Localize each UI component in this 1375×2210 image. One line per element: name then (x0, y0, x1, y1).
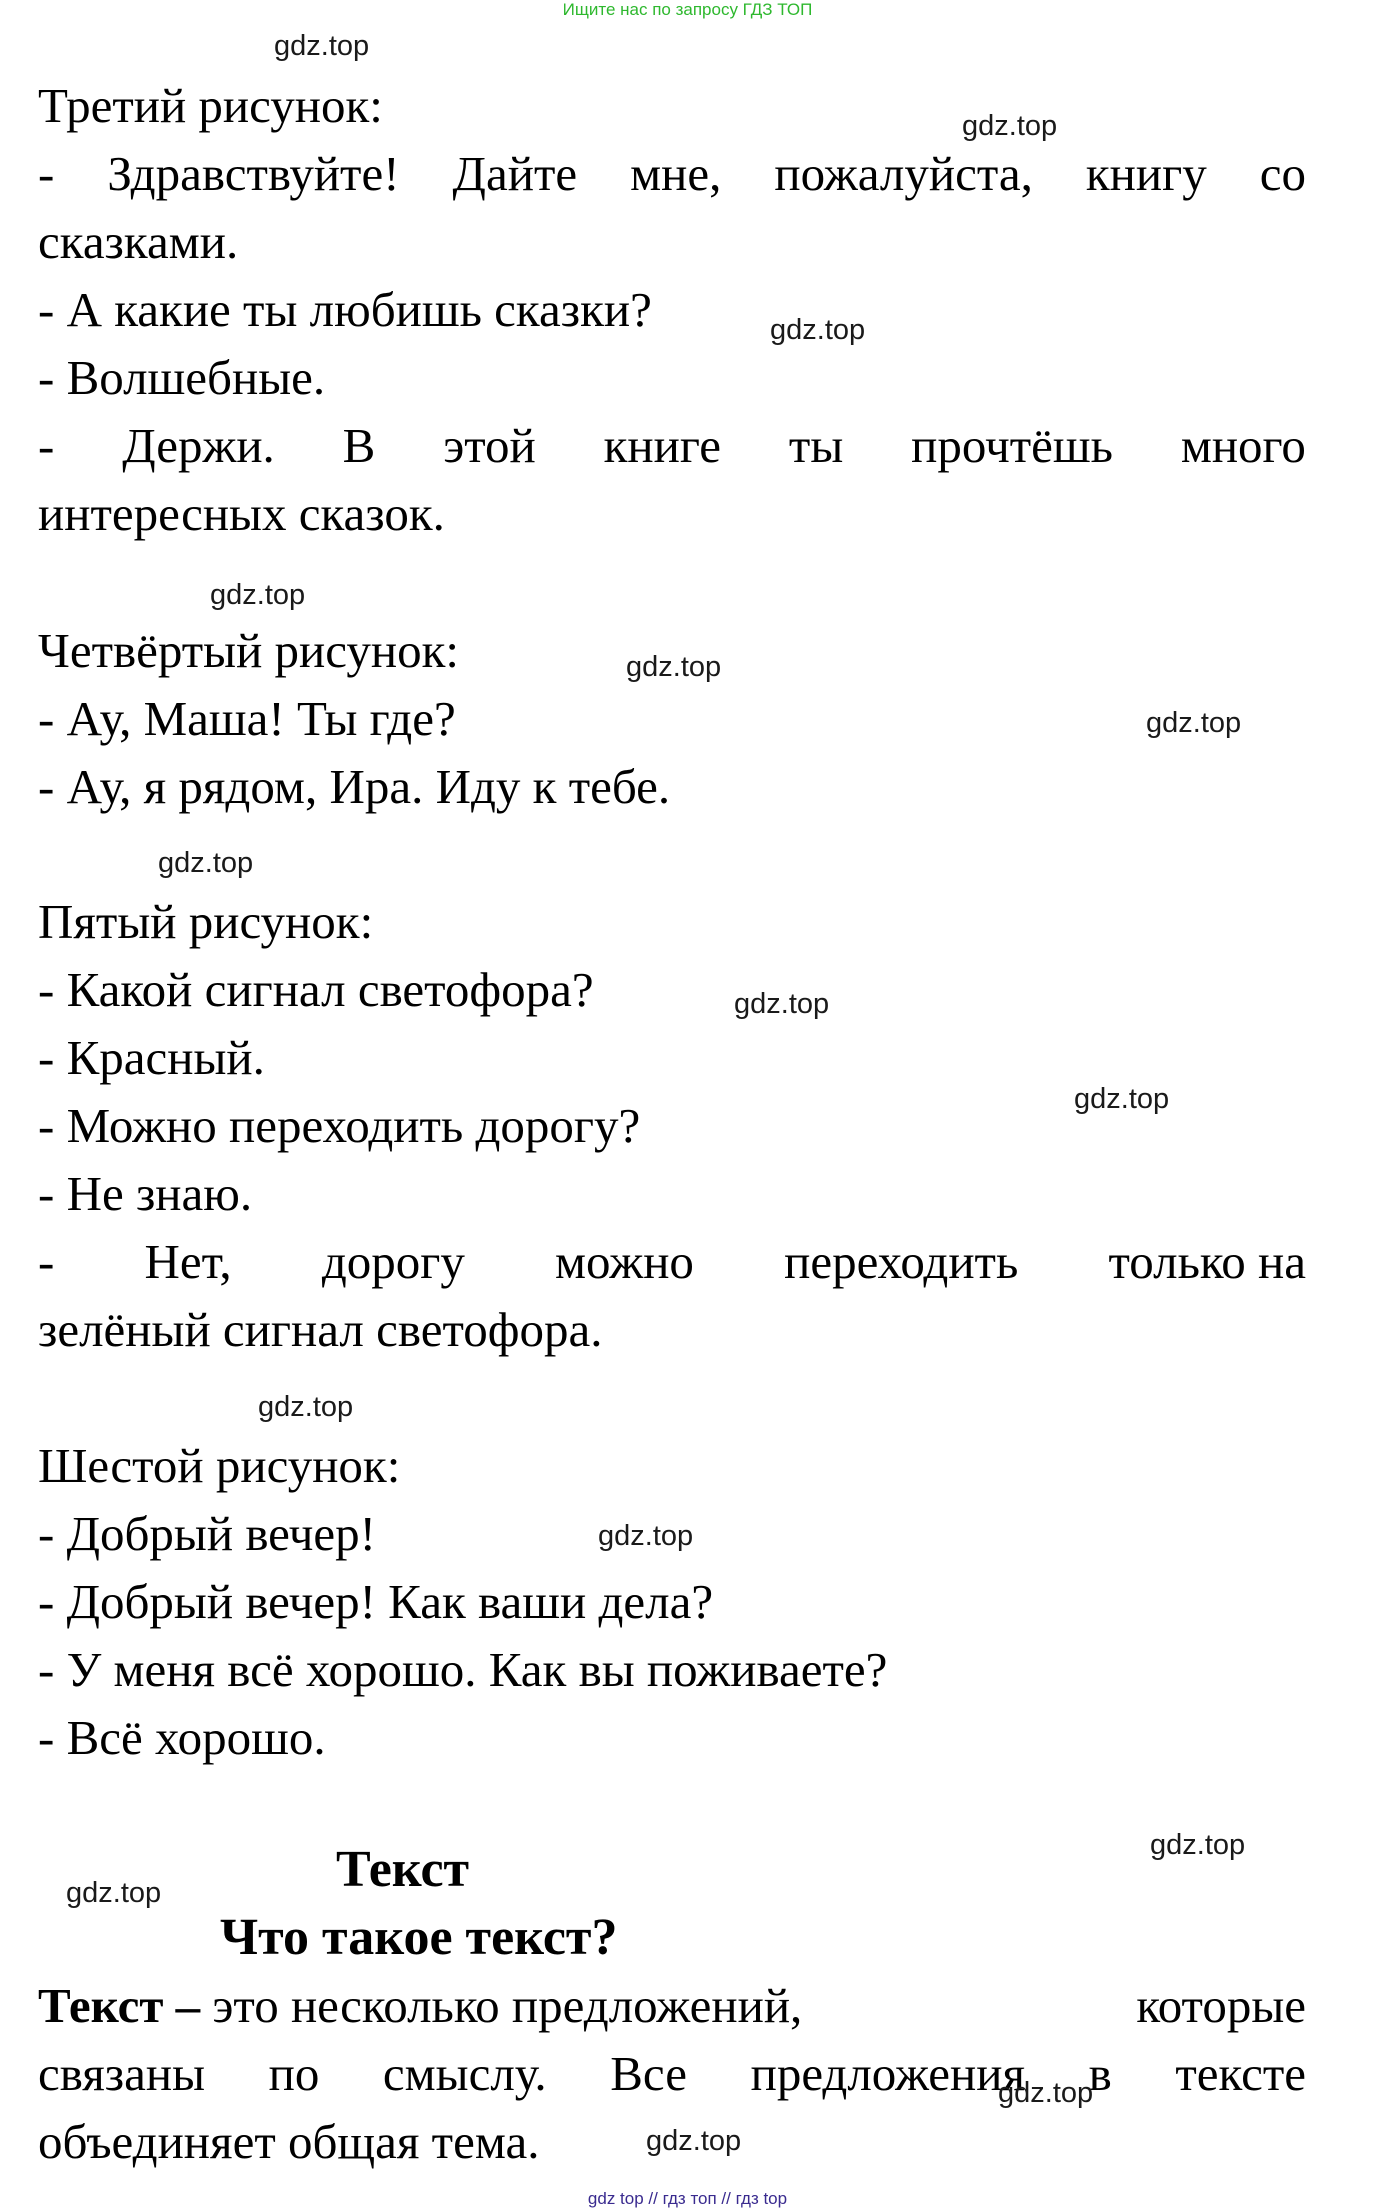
watermark: gdz.top (598, 1520, 694, 1552)
word: пожалуйста, (774, 146, 1033, 201)
watermark: gdz.top (66, 1877, 162, 1909)
section5-line6: зелёный сигнал светофора. (38, 1302, 603, 1357)
watermark: gdz.top (158, 847, 254, 879)
word: смыслу. (382, 2046, 547, 2101)
word: прочтёшь (911, 418, 1113, 473)
watermark: gdz.top (258, 1391, 354, 1423)
text-subheading: Что такое текст? (220, 1909, 618, 1966)
watermark: gdz.top (274, 30, 370, 62)
section5-line2: - Красный. (38, 1030, 265, 1085)
top-banner: Ищите нас по запросу ГДЗ ТОП (562, 0, 813, 19)
section5-line1: - Какой сигнал светофора? (38, 962, 594, 1017)
watermark: gdz.top (998, 2077, 1094, 2109)
section3-line4: - Волшебные. (38, 350, 326, 405)
section5-line5 (38, 1228, 1306, 1296)
watermark: gdz.top (1150, 1829, 1246, 1861)
word: - (38, 146, 55, 201)
word: Дайте (452, 146, 578, 201)
section3-line6: интересных сказок. (38, 486, 445, 541)
word: по (268, 2046, 320, 2101)
word: предложения (750, 2046, 1026, 2101)
watermark: gdz.top (626, 651, 722, 683)
word: можно (555, 1234, 694, 1289)
word: Все (610, 2046, 688, 2101)
section6-title: Шестой рисунок: (38, 1438, 401, 1493)
section4-title: Четвёртый рисунок: (38, 623, 460, 678)
section3-line3: - А какие ты любишь сказки? (38, 282, 652, 337)
watermark: gdz.top (646, 2125, 742, 2157)
word: связаны (38, 2046, 206, 2101)
watermark: gdz.top (962, 110, 1058, 142)
watermark: gdz.top (1074, 1083, 1170, 1115)
word: Держи. (122, 418, 275, 473)
section4-line2: - Ау, я рядом, Ира. Иду к тебе. (38, 759, 671, 814)
watermark: gdz.top (734, 988, 830, 1020)
word: только на (1108, 1234, 1306, 1289)
word: В (342, 418, 376, 473)
word: много (1180, 418, 1306, 473)
word: - (38, 1234, 55, 1289)
section5-title: Пятый рисунок: (38, 894, 374, 949)
word: со (1259, 146, 1306, 201)
word: Нет, (144, 1234, 232, 1289)
section3-line2: сказками. (38, 214, 239, 269)
word: переходить (784, 1234, 1019, 1289)
section5-line4: - Не знаю. (38, 1166, 253, 1221)
definition-line3: объединяет общая тема. (38, 2114, 540, 2169)
definition-term: Текст – (38, 1978, 201, 2033)
section6-line2: - Добрый вечер! Как ваши дела? (38, 1574, 714, 1629)
word: дорогу (321, 1234, 465, 1289)
watermark: gdz.top (770, 314, 866, 346)
word: мне, (630, 146, 722, 201)
section3-line1 (38, 140, 1306, 208)
word: Здравствуйте! (107, 146, 400, 201)
bottom-banner: gdz top // гдз топ // гдз top (587, 2189, 788, 2208)
definition-line1-start (38, 1972, 802, 2040)
text-heading: Текст (336, 1841, 470, 1898)
definition-line2 (38, 2040, 1306, 2108)
word: в (1088, 2046, 1112, 2101)
definition-rest: это несколько предложений, (212, 1978, 803, 2033)
section5-line3: - Можно переходить дорогу? (38, 1098, 641, 1153)
word: книгу (1085, 146, 1207, 201)
word: - (38, 418, 55, 473)
watermark: gdz.top (210, 579, 306, 611)
section4-line1: - Ау, Маша! Ты где? (38, 691, 456, 746)
section6-line3: - У меня всё хорошо. Как вы поживаете? (38, 1642, 888, 1697)
word: тексте (1175, 2046, 1306, 2101)
section3-title: Третий рисунок: (38, 78, 383, 133)
word: ты (788, 418, 844, 473)
section3-line5 (38, 412, 1306, 480)
word: книге (603, 418, 722, 473)
section6-line4: - Всё хорошо. (38, 1710, 326, 1765)
watermark: gdz.top (1146, 707, 1242, 739)
definition-line1 (38, 1972, 1306, 2040)
section6-line1: - Добрый вечер! (38, 1506, 376, 1561)
word: этой (443, 418, 536, 473)
word: которые (1136, 1978, 1306, 2033)
